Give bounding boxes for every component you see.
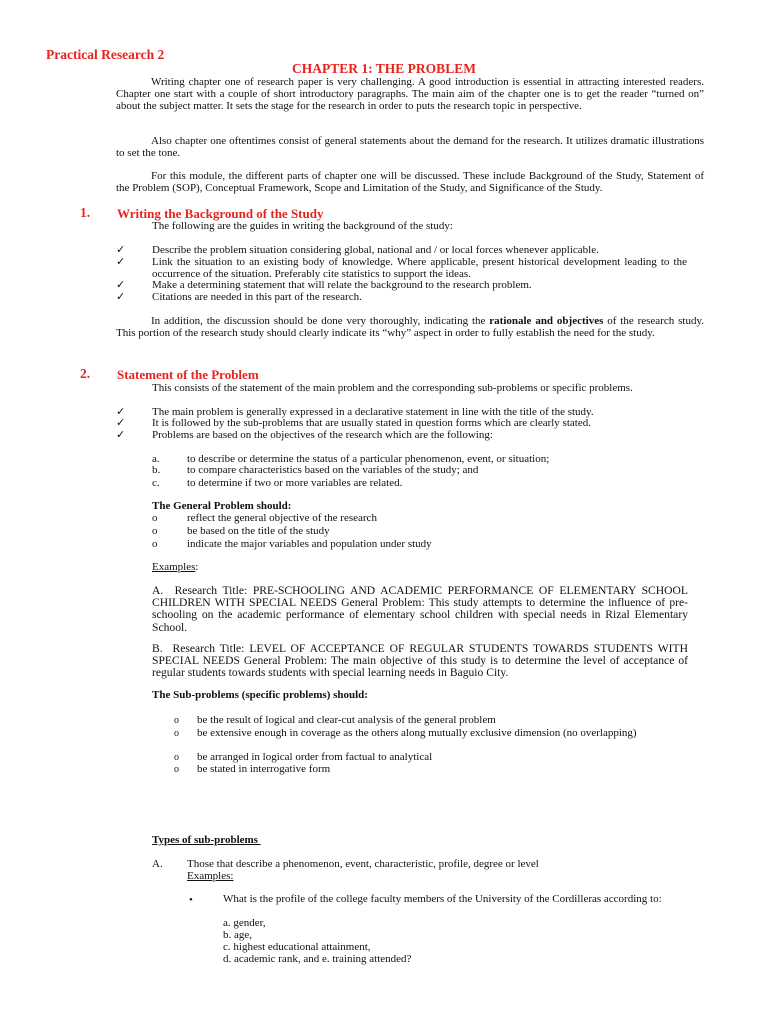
general-problem-item: indicate the major variables and population under study: [187, 538, 432, 550]
example-a: A. Research Title: PRE-SCHOOLING AND ACADEMIC PERFORMANCE OF ELEMENTARY SCHOOL CHILDREN WITH SPECIAL NEEDS General Problem: This study attempts to determine the influence of pre-schooling on the academic performance of elementary school children with special needs in Rizal Elementary School.: [152, 584, 688, 634]
objective-item: to determine if two or more variables are related.: [187, 477, 403, 489]
intro-paragraph-3: For this module, the different parts of chapter one will be discussed. These include Background of the Study, Statement of the Problem (SOP), Conceptual Framework, Scope and Limitation of the Study, and Significance of the Study.: [116, 170, 704, 194]
general-problem-heading: The General Problem should:: [152, 500, 292, 512]
types-of-sub-problems-heading: Types of sub-problems: [152, 834, 261, 846]
type-a-description: Those that describe a phenomenon, event, characteristic, profile, degree or level: [187, 858, 539, 870]
profile-option: d. academic rank, and e. training attended?: [223, 953, 412, 965]
check-icon: ✓: [116, 417, 126, 429]
section-1-bullet: Link the situation to an existing body of knowledge. Where applicable, present historical development leading to the occurrence of the situation. Preferably cite statistics to support the ideas.: [152, 256, 687, 280]
rationale-emphasis: rationale and objectives: [489, 315, 604, 327]
sub-problem-item: be extensive enough in coverage as the others along mutually exclusive dimension (no overlapping): [197, 727, 637, 739]
profile-option: a. gender,: [223, 917, 266, 929]
section-2-lead: This consists of the statement of the main problem and the corresponding sub-problems or specific problems.: [152, 382, 633, 394]
intro-paragraph-2: Also chapter one oftentimes consist of general statements about the demand for the research. It utilizes dramatic illustrations to set the tone.: [116, 135, 704, 159]
general-problem-item: be based on the title of the study: [187, 525, 330, 537]
section-2-bullet: Problems are based on the objectives of the research which are the following:: [152, 429, 493, 441]
chapter-title: CHAPTER 1: THE PROBLEM: [292, 61, 476, 76]
objective-marker: c.: [152, 477, 160, 489]
circle-bullet-icon: o: [174, 764, 179, 775]
check-icon: ✓: [116, 429, 126, 441]
profile-option: c. highest educational attainment,: [223, 941, 371, 953]
check-icon: ✓: [116, 244, 126, 256]
sub-problems-heading: The Sub-problems (specific problems) should:: [152, 689, 368, 701]
check-icon: ✓: [116, 291, 126, 303]
type-a-question: What is the profile of the college faculty members of the University of the Cordilleras according to:: [223, 893, 662, 905]
bullet-dot-icon: •: [189, 894, 193, 906]
examples-heading: Examples:: [152, 561, 199, 573]
section-2-bullet: It is followed by the sub-problems that are usually stated in question forms which are clearly stated.: [152, 417, 591, 429]
section-2-number: 2.: [80, 366, 91, 381]
circle-bullet-icon: o: [174, 752, 179, 763]
section-1-heading: Writing the Background of the Study: [117, 206, 324, 221]
section-1-closing: In addition, the discussion should be done very thoroughly, indicating the rationale and objectives of the research study. This portion of the research study should clearly indicate its “why” aspect in order to fully establish the need for the study.: [116, 315, 704, 339]
intro-paragraph-1: Writing chapter one of research paper is very challenging. A good introduction is essential in attracting interested readers. Chapter one start with a couple of short introductory paragraphs. The main aim of the chapter one is to get the reader “turned on” about the subject matter. It sets the stage for the research in order to puts the research topic in perspective.: [116, 76, 704, 112]
circle-bullet-icon: o: [174, 715, 179, 726]
profile-option: b. age,: [223, 929, 253, 941]
circle-bullet-icon: o: [174, 728, 179, 739]
circle-bullet-icon: o: [152, 525, 158, 537]
check-icon: ✓: [116, 279, 126, 291]
objective-item: to compare characteristics based on the variables of the study; and: [187, 464, 479, 476]
circle-bullet-icon: o: [152, 512, 158, 524]
objective-item: to describe or determine the status of a particular phenomenon, event, or situation;: [187, 453, 550, 465]
objective-marker: b.: [152, 464, 161, 476]
section-1-bullet: Citations are needed in this part of the research.: [152, 291, 362, 303]
sub-problem-item: be the result of logical and clear-cut analysis of the general problem: [197, 714, 496, 726]
check-icon: ✓: [116, 406, 126, 418]
check-icon: ✓: [116, 256, 126, 268]
example-b: B. Research Title: LEVEL OF ACCEPTANCE OF REGULAR STUDENTS TOWARDS STUDENTS WITH SPECIAL NEEDS General Problem: The main objective of this study is to determine the level of acceptance of regular students towards students with special learning needs in Baguio City.: [152, 642, 688, 680]
section-1-bullet: Make a determining statement that will relate the background to the research problem.: [152, 279, 532, 291]
sub-problem-item: be stated in interrogative form: [197, 763, 331, 775]
course-title: Practical Research 2: [46, 47, 165, 62]
section-1-lead: The following are the guides in writing the background of the study:: [152, 220, 453, 232]
circle-bullet-icon: o: [152, 538, 158, 550]
type-a-examples-label: Examples:: [187, 870, 234, 882]
section-1-bullet: Describe the problem situation considering global, national and / or local forces whenever applicable.: [152, 244, 599, 256]
general-problem-item: reflect the general objective of the research: [187, 512, 377, 524]
type-a-marker: A.: [152, 858, 163, 870]
section-2-heading: Statement of the Problem: [117, 367, 259, 382]
section-1-number: 1.: [80, 205, 91, 220]
objective-marker: a.: [152, 453, 160, 465]
section-2-bullet: The main problem is generally expressed in a declarative statement in line with the title of the study.: [152, 406, 594, 418]
sub-problem-item: be arranged in logical order from factual to analytical: [197, 751, 433, 763]
